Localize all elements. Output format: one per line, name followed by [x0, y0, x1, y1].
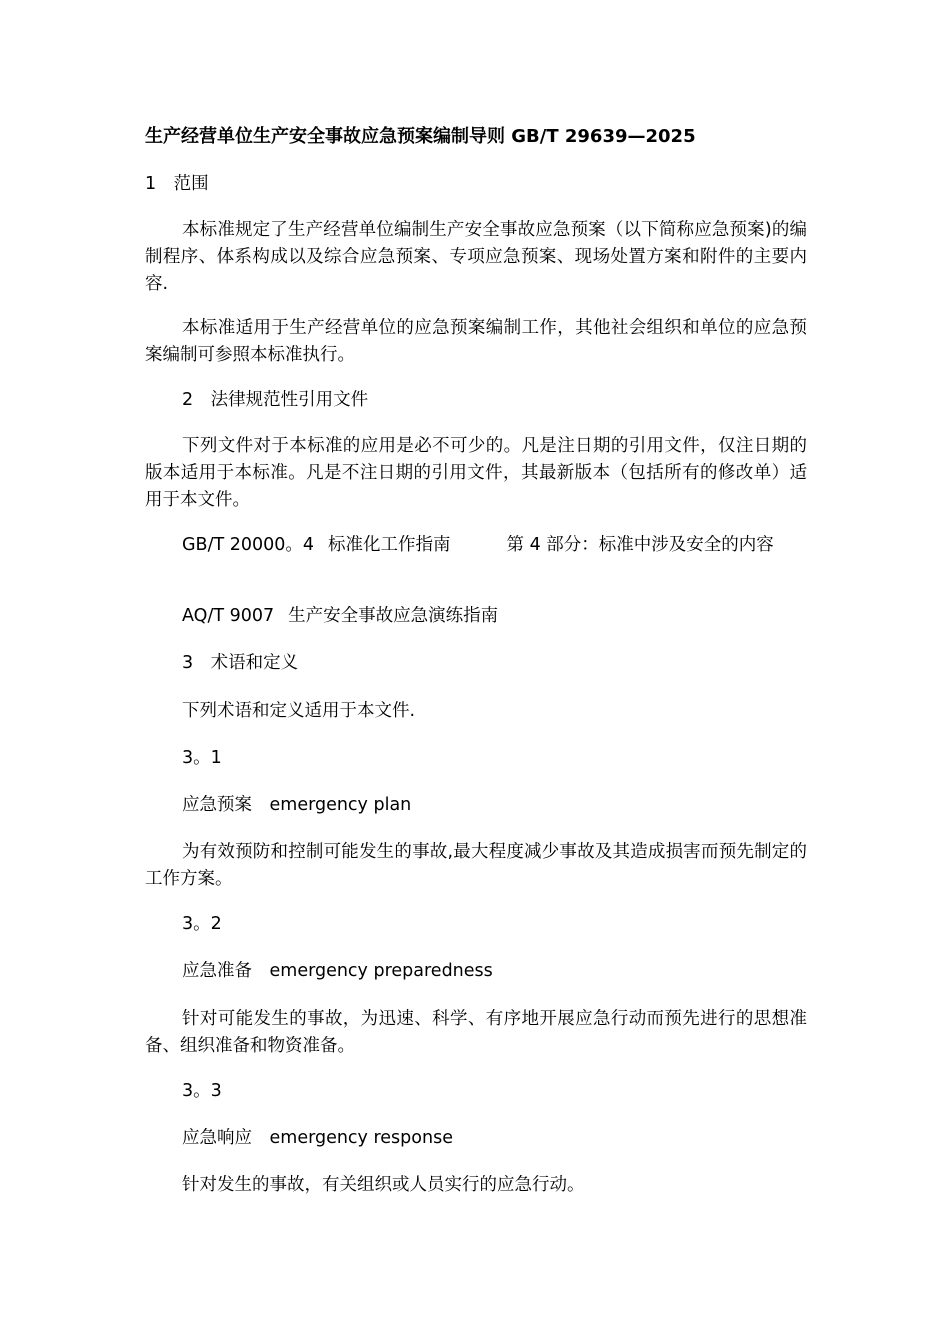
term-2-name: 应急准备 emergency preparedness: [182, 961, 493, 981]
section-2-heading: 2 法律规范性引用文件: [182, 390, 369, 410]
term-1-name: 应急预案 emergency plan: [182, 795, 412, 815]
section-1-heading: 1 范围: [145, 174, 209, 194]
term-3-name: 应急响应 emergency response: [182, 1128, 453, 1148]
reference-1: [145, 532, 807, 559]
document-page: [145, 0, 807, 1344]
term-2-definition: 针对可能发生的事故，为迅速、科学、有序地开展应急行动而预先进行的思想准备、组织准备和物资准备。: [145, 1009, 807, 1056]
reference-2-title: 生产安全事故应急演练指南: [288, 606, 499, 626]
term-1-number: 3。1: [182, 748, 222, 768]
term-3-definition: 针对发生的事故，有关组织或人员实行的应急行动。: [182, 1175, 585, 1195]
section-1-paragraph-2: 本标准适用于生产经营单位的应急预案编制工作，其他社会组织和单位的应急预案编制可参照本标准执行。: [145, 318, 807, 365]
section-3-heading: 3 术语和定义: [182, 653, 299, 673]
term-2-number: 3。2: [182, 914, 222, 934]
reference-1-title: 标准化工作指南: [328, 535, 451, 555]
reference-1-part: 第 4 部分：标准中涉及安全的内容: [506, 535, 774, 555]
section-3-paragraph-1: 下列术语和定义适用于本文件.: [182, 701, 416, 721]
reference-2: [145, 603, 807, 630]
term-1-definition: 为有效预防和控制可能发生的事故,最大程度减少事故及其造成损害而预先制定的工作方案。: [145, 842, 807, 889]
term-3-number: 3。3: [182, 1081, 222, 1101]
section-2-paragraph-1: 下列文件对于本标准的应用是必不可少的。凡是注日期的引用文件，仅注日期的版本适用于本标准。凡是不注日期的引用文件，其最新版本（包括所有的修改单）适用于本文件。: [145, 436, 807, 510]
document-title: 生产经营单位生产安全事故应急预案编制导则 GB/T 29639—2025: [145, 126, 696, 147]
reference-2-code: AQ/T 9007: [182, 606, 275, 626]
section-1-paragraph-1: 本标准规定了生产经营单位编制生产安全事故应急预案（以下简称应急预案)的编制程序、体系构成以及综合应急预案、专项应急预案、现场处置方案和附件的主要内容.: [145, 220, 807, 294]
reference-1-code: GB/T 20000。4: [182, 535, 315, 555]
